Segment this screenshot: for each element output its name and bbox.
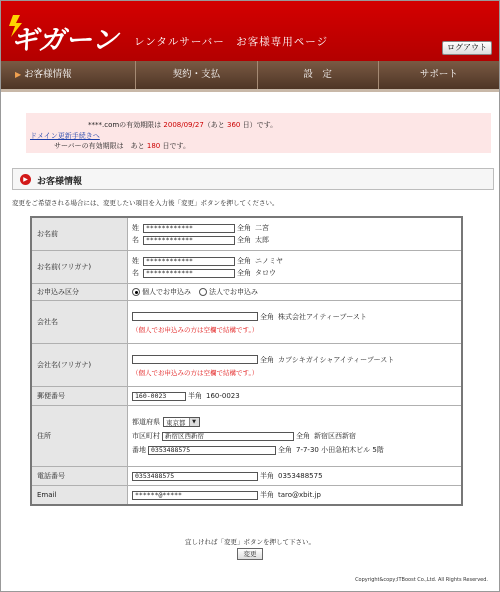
furigana-fields	[128, 251, 463, 284]
domain-renew-link[interactable]: ドメイン更新手続きへ	[30, 132, 100, 140]
phone-kind: 半角	[260, 472, 274, 480]
city-label: 市区町村	[132, 432, 160, 440]
first-name-input[interactable]: ************	[143, 236, 235, 245]
kana-sei-kind: 全角	[237, 257, 251, 265]
pref-label: 都道府県	[132, 418, 160, 426]
company-kana-fields	[128, 344, 463, 387]
play-icon: ▶	[20, 174, 31, 185]
nav-contract-payment-label: 契約・支払	[172, 69, 221, 80]
street-kind: 全角	[278, 446, 292, 454]
kana-mei-kind: 全角	[237, 269, 251, 277]
street-input[interactable]: 0353488575	[148, 446, 276, 455]
sei-example: 二宮	[255, 224, 269, 232]
domain-days-left: 360	[227, 121, 241, 129]
email-label: Email	[31, 486, 128, 506]
expiry-notice	[26, 113, 491, 153]
domain-suffix: .comの有効期限は	[102, 121, 162, 129]
name-label: お名前	[31, 217, 128, 251]
address-label: 住所	[31, 406, 128, 467]
mei-kind: 全角	[237, 236, 251, 244]
postal-fields	[128, 387, 463, 406]
row-phone	[31, 467, 462, 486]
confirm-text: 宜しければ「変更」ボタンを押して下さい。	[185, 538, 315, 546]
row-address	[31, 406, 462, 467]
address-fields	[128, 406, 463, 467]
arrow-right-icon: ▶	[15, 70, 22, 79]
apply-type-fields	[128, 284, 463, 301]
furigana-label: お名前(フリガナ)	[31, 251, 128, 284]
company-input[interactable]	[132, 312, 258, 321]
street-label: 番地	[132, 446, 146, 454]
company-kana-kind: 全角	[260, 355, 274, 364]
gigaan-logo	[7, 13, 127, 53]
email-kind: 半角	[260, 491, 274, 499]
postal-label: 郵便番号	[31, 387, 128, 406]
city-input[interactable]: 新宿区西新宿	[162, 432, 294, 441]
kana-mei-example: タロウ	[255, 269, 276, 277]
radio-individual[interactable]	[132, 288, 140, 296]
nav-support-label: サポート	[419, 69, 458, 80]
domain-end: 日）です。	[242, 121, 278, 129]
chevron-down-icon: ▼	[189, 418, 199, 426]
company-note: （個人でお申込みの方は空欄で結構です。）	[132, 325, 259, 334]
phone-example: 0353488575	[278, 472, 323, 480]
server-end: 日です。	[162, 142, 190, 150]
company-label: 会社名	[31, 301, 128, 344]
company-kana-example: カブシキガイシャアイティーブースト	[278, 355, 395, 364]
row-postal	[31, 387, 462, 406]
company-kana-input[interactable]	[132, 355, 258, 364]
phone-label: 電話番号	[31, 467, 128, 486]
radio-corporate[interactable]	[199, 288, 207, 296]
change-button[interactable]: 変更	[237, 548, 263, 560]
site-header	[1, 1, 499, 61]
main-nav	[1, 61, 499, 89]
header-title: レンタルサーバー お客様専用ページ	[134, 36, 329, 48]
nav-settings[interactable]	[258, 61, 379, 89]
logout-button[interactable]: ログアウト	[442, 41, 492, 55]
apply-type-label: お申込み区分	[31, 284, 128, 301]
nav-contract-payment[interactable]	[136, 61, 257, 89]
prefecture-select[interactable]	[163, 417, 200, 427]
street-example: 7-7-30 小田急柏木ビル 5階	[296, 446, 384, 454]
instructions: 変更をご希望される場合には、変更したい項目を入力後「変更」ボタンを押してください。	[12, 199, 279, 207]
row-company-kana	[31, 344, 462, 387]
first-name-kana-input[interactable]: ************	[143, 269, 235, 278]
row-email	[31, 486, 462, 506]
row-apply-type	[31, 284, 462, 301]
customer-info-form	[30, 216, 463, 506]
sei-prefix: 姓	[132, 224, 139, 232]
row-company	[31, 301, 462, 344]
last-name-input[interactable]: ************	[143, 224, 235, 233]
server-days-left: 180	[146, 142, 161, 150]
nav-settings-label: 設 定	[303, 69, 332, 80]
domain-expiry-date: 2008/09/27	[163, 121, 204, 129]
row-name	[31, 217, 462, 251]
phone-input[interactable]: 0353488575	[132, 472, 258, 481]
city-kind: 全角	[296, 432, 310, 440]
email-input[interactable]: ******@*****	[132, 491, 258, 500]
postal-input[interactable]: 160-0023	[132, 392, 186, 401]
company-fields	[128, 301, 463, 344]
last-name-kana-input[interactable]: ************	[143, 257, 235, 266]
kana-mei-prefix: 名	[132, 269, 139, 277]
kana-sei-prefix: 姓	[132, 257, 139, 265]
mei-prefix: 名	[132, 236, 139, 244]
name-fields	[128, 217, 463, 251]
phone-fields	[128, 467, 463, 486]
nav-support[interactable]	[379, 61, 499, 89]
email-fields	[128, 486, 463, 506]
postal-kind: 半角	[188, 392, 202, 400]
company-kana-label: 会社名(フリガナ)	[31, 344, 128, 387]
radio-individual-label: 個人でお申込み	[142, 288, 191, 296]
copyright: Copyright&copy;ITBoost Co.,Ltd. All Rights Reserved.	[355, 577, 488, 583]
server-text: サーバーの有効期限は あと	[54, 142, 145, 150]
nav-divider	[1, 89, 499, 92]
company-example: 株式会社アイティーブースト	[278, 312, 367, 321]
kana-sei-example: ニノミヤ	[255, 257, 283, 265]
sei-kind: 全角	[237, 224, 251, 232]
domain-prefix: ****	[88, 121, 102, 129]
radio-corporate-label: 法人でお申込み	[209, 288, 258, 296]
nav-customer-info-label: お客様情報	[24, 69, 72, 80]
domain-after: （あと	[203, 121, 225, 129]
row-furigana	[31, 251, 462, 284]
domain-expiry-text	[88, 120, 277, 130]
mei-example: 太郎	[255, 236, 269, 244]
svg-text:ギガーン: ギガーン	[11, 25, 119, 53]
company-kana-note: （個人でお申込みの方は空欄で結構です。）	[132, 368, 259, 377]
section-title: お客様情報	[37, 177, 83, 187]
section-header	[12, 168, 494, 190]
prefecture-value: 東京都	[166, 418, 186, 427]
server-expiry-text	[54, 141, 190, 151]
postal-example: 160-0023	[206, 392, 240, 400]
company-kind: 全角	[260, 312, 274, 321]
nav-customer-info[interactable]	[1, 61, 136, 89]
city-example: 新宿区西新宿	[314, 432, 356, 440]
email-example: taro@xbit.jp	[278, 491, 321, 499]
